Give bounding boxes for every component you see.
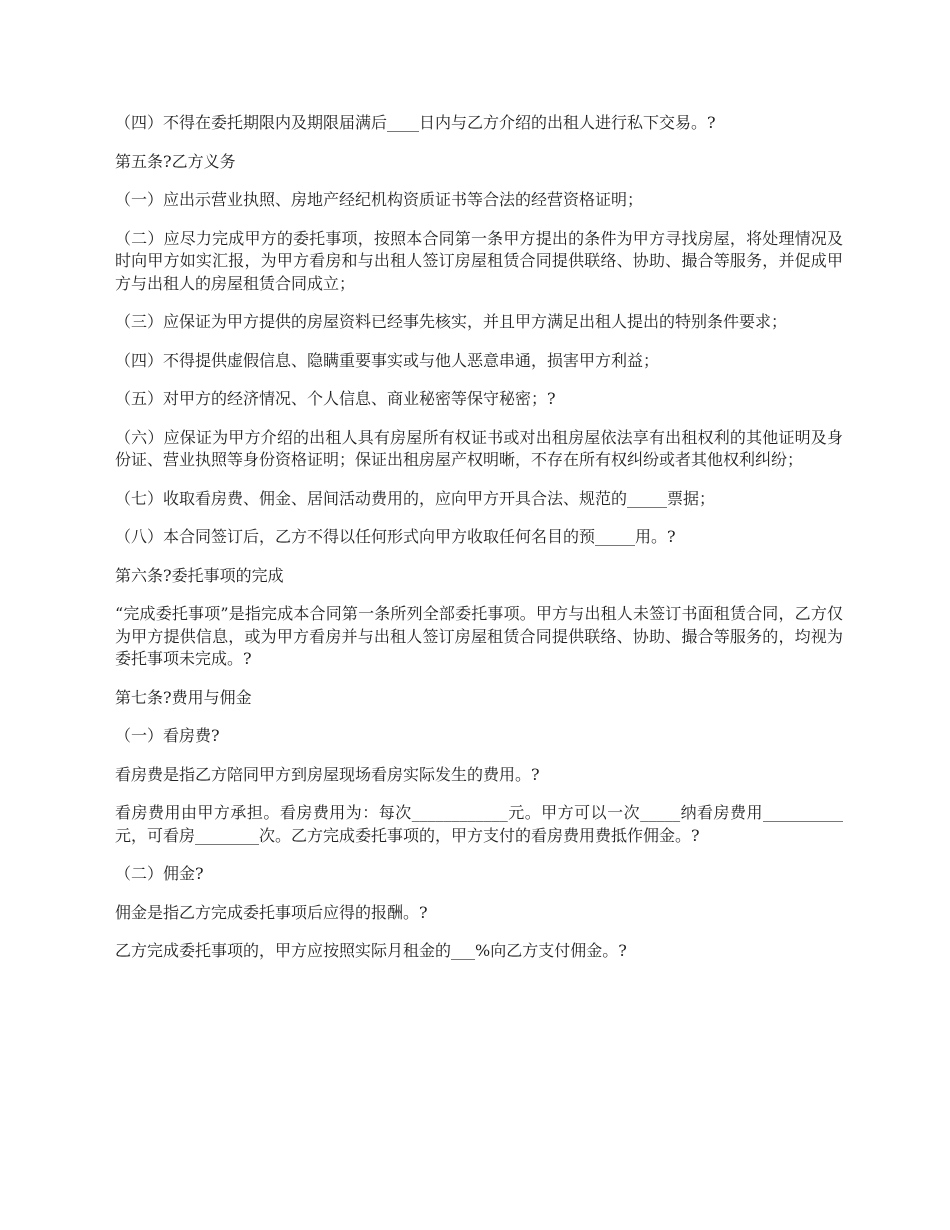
article-5-heading: 第五条?乙方义务: [115, 151, 236, 171]
viewing-fee-definition: 看房费是指乙方陪同甲方到房屋现场看房实际发生的费用。?: [115, 764, 540, 784]
clause-b-item-5: （五）对甲方的经济情况、个人信息、商业秘密等保守秘密；?: [115, 389, 556, 408]
clause-b-item-3: （三）应保证为甲方提供的房屋资料已经事先核实，并且甲方满足出租人提出的特别条件要求；: [115, 312, 788, 331]
clause-b-item-2: （二）应尽力完成甲方的委托事项，按照本合同第一条甲方提出的条件为甲方寻找房屋，将处理情况及时向甲方如实汇报，为甲方看房和与出租人签订房屋租赁合同提供联络、协助、撮合等服务，并促成甲方与出租人的房屋租赁合同成立；: [115, 228, 843, 293]
article-6-body: “完成委托事项”是指完成本合同第一条所列全部委托事项。甲方与出租人未签订书面租赁合同，乙方仅为甲方提供信息，或为甲方看房并与出租人签订房屋租赁合同提供联络、协助、撮合等服务的，均视为委托事项未完成。?: [115, 604, 843, 668]
clause-b-item-7: （七）收取看房费、佣金、居间活动费用的，应向甲方开具合法、规范的_____票据；: [115, 488, 716, 508]
article-6-heading: 第六条?委托事项的完成: [115, 565, 284, 585]
commission-subheading: （二）佣金?: [115, 864, 204, 883]
commission-rate: 乙方完成委托事项的，甲方应按照实际月租金的___%向乙方支付佣金。?: [115, 941, 627, 960]
commission-definition: 佣金是指乙方完成委托事项后应得的报酬。?: [115, 902, 428, 922]
document-page: [115, 112, 843, 979]
clause-b-item-8: （八）本合同签订后，乙方不得以任何形式向甲方收取任何名目的预_____用。?: [115, 527, 676, 546]
viewing-fee-subheading: （一）看房费?: [115, 726, 220, 745]
clause-b-item-1: （一）应出示营业执照、房地产经纪机构资质证书等合法的经营资格证明；: [115, 190, 644, 209]
article-7-heading: 第七条?费用与佣金: [115, 687, 252, 707]
viewing-fee-terms: 看房费用由甲方承担。看房费用为：每次____________元。甲方可以一次_____纳看房费用__________元，可看房________次。乙方完成委托事项的，甲方支付的看房费用费抵作佣金。?: [115, 803, 843, 845]
clause-5-item-4-no-private-deal: （四）不得在委托期限内及期限届满后____日内与乙方介绍的出租人进行私下交易。?: [115, 113, 716, 132]
clause-b-item-4: （四）不得提供虚假信息、隐瞒重要事实或与他人恶意串通，损害甲方利益；: [115, 350, 660, 370]
clause-b-item-6: （六）应保证为甲方介绍的出租人具有房屋所有权证书或对出租房屋依法享有出租权利的其他证明及身份证、营业执照等身份资格证明；保证出租房屋产权明晰，不存在所有权纠纷或者其他权利纠纷；: [115, 427, 843, 469]
